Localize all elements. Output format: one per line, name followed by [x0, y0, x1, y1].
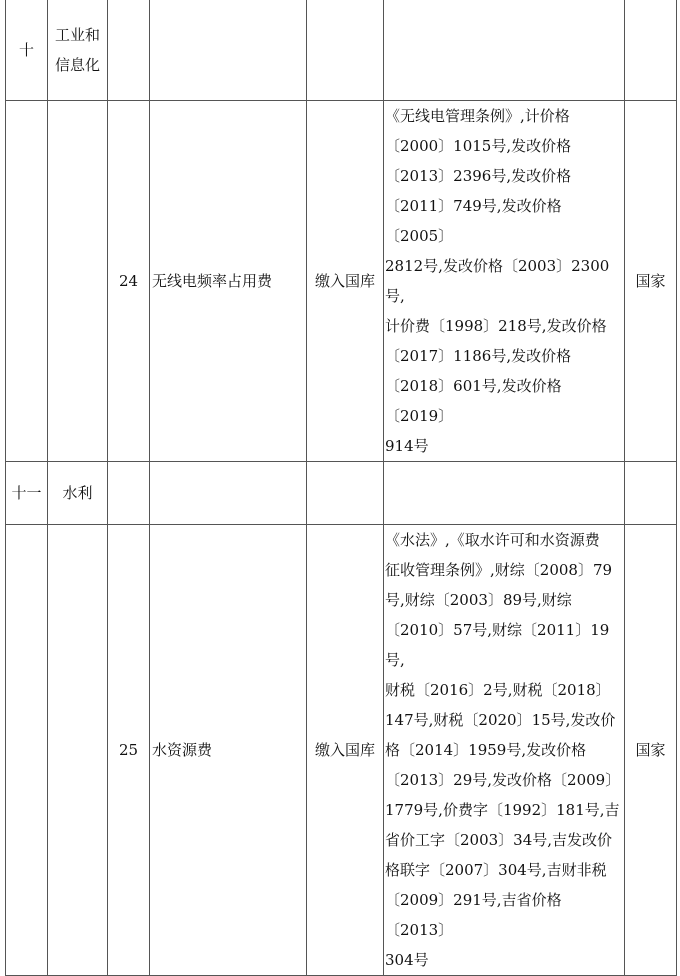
fee-name-cell [150, 462, 307, 525]
management-cell: 缴入国库 [307, 101, 384, 462]
table-row [6, 101, 677, 462]
level-cell: 国家 [625, 525, 677, 976]
sequence-cell: 25 [108, 525, 150, 976]
basis-cell [384, 462, 625, 525]
management-cell [307, 0, 384, 101]
fee-name-cell: 无线电频率占用费 [150, 101, 307, 462]
sequence-cell [108, 462, 150, 525]
level-cell [625, 462, 677, 525]
category-name-cell [48, 0, 108, 101]
management-cell [307, 462, 384, 525]
category-number-cell [6, 525, 48, 976]
basis-cell: 《水法》,《取水许可和水资源费 征收管理条例》,财综〔2008〕79 号,财综〔2003〕89号,财综 〔2010〕57号,财综〔2011〕19号, 财税〔2016〕2号,财税〔2018〕 147号,财税〔2020〕15号,发改价 格〔2014〕1959号,发改价格 〔2013〕29号,发改价格〔2009〕 1779号,价费字〔1992〕181号,吉 省价工字〔2003〕34号,吉发改价 格联字〔2007〕304号,吉财非税 〔2009〕291号,吉省价格〔2013〕 304号 [384, 525, 625, 976]
fee-name-cell [150, 0, 307, 101]
category-number-cell: 十 [6, 0, 48, 101]
category-name-cell [48, 101, 108, 462]
category-name-cell [48, 462, 108, 525]
basis-cell [384, 0, 625, 101]
table-row [6, 462, 677, 525]
level-cell: 国家 [625, 101, 677, 462]
fee-catalog-table [5, 0, 677, 976]
category-name: 水利 [62, 484, 93, 502]
category-name: 工业和信息化 [54, 25, 100, 74]
table-row [6, 0, 677, 101]
basis-cell: 《无线电管理条例》,计价格 〔2000〕1015号,发改价格 〔2013〕2396号,发改价格 〔2011〕749号,发改价格〔2005〕 2812号,发改价格〔2003〕2300号, 计价费〔1998〕218号,发改价格 〔2017〕1186号,发改价格 〔2018〕601号,发改价格〔2019〕 914号 [384, 101, 625, 462]
management-cell: 缴入国库 [307, 525, 384, 976]
sequence-cell: 24 [108, 101, 150, 462]
category-number-cell: 十一 [6, 462, 48, 525]
category-name-cell [48, 525, 108, 976]
sequence-cell [108, 0, 150, 101]
level-cell [625, 0, 677, 101]
table-row [6, 525, 677, 976]
fee-name-cell: 水资源费 [150, 525, 307, 976]
category-number-cell [6, 101, 48, 462]
